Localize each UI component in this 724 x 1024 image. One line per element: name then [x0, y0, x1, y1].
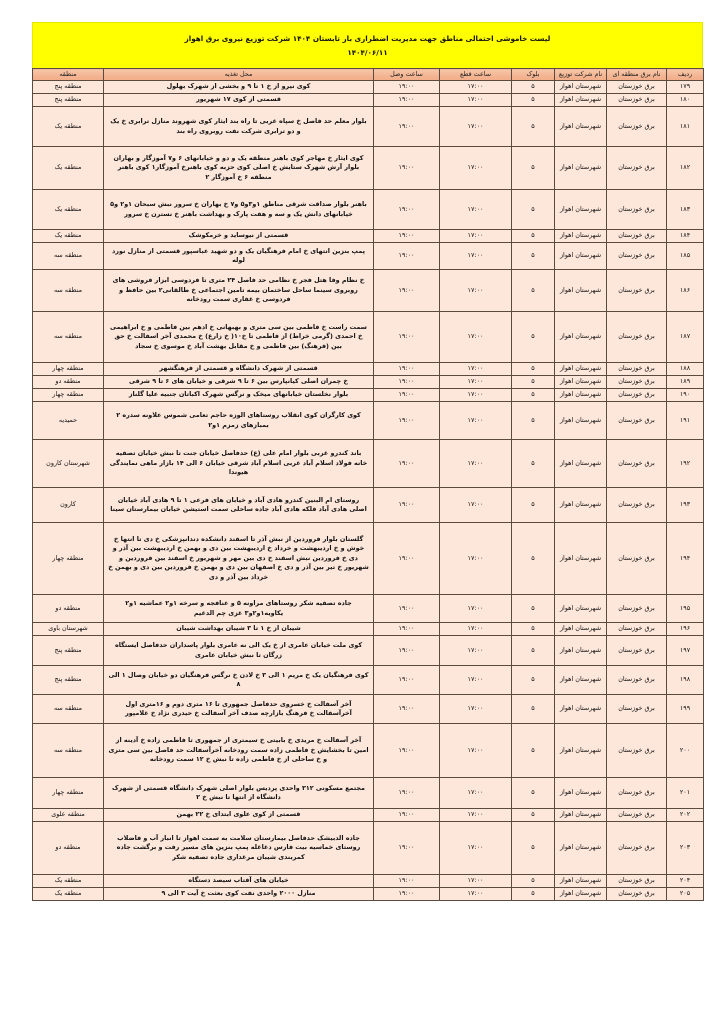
location-cell: شیبان از خ ۱ تا ۳ شیبان بهداشت شیبان — [104, 623, 374, 636]
off-time-cell: ۱۷:۰۰ — [440, 402, 512, 440]
location-cell: مجتمع مسکونی ۳۱۲ واحدی پردیس بلوار اصلی شهرک دانشگاه قسمتی از شهرک دانشگاه از انتها تا نبش خ ۲ — [104, 778, 374, 809]
row-number-cell: ۱۸۴ — [667, 230, 704, 243]
distribution-company-cell: شهرستان اهواز — [555, 636, 607, 666]
block-cell: ۵ — [512, 822, 555, 875]
on-time-cell: ۱۹:۰۰ — [374, 523, 440, 595]
off-time-cell: ۱۷:۰۰ — [440, 81, 512, 94]
location-cell: جاده تصفیه شکر روستاهای مراونه ۵ و عنافجه و سرخه ۱و۲ عماشیه ۱و۲ یکاویه۱و۲و۳ غزی چم الدغیم — [104, 595, 374, 623]
regional-company-cell: برق خوزستان — [607, 312, 667, 363]
distribution-company-cell: شهرستان اهواز — [555, 595, 607, 623]
regional-company-cell: برق خوزستان — [607, 376, 667, 389]
row-number-cell: ۱۸۶ — [667, 270, 704, 312]
regional-company-cell: برق خوزستان — [607, 81, 667, 94]
distribution-company-cell: شهرستان اهواز — [555, 523, 607, 595]
block-cell: ۵ — [512, 81, 555, 94]
on-time-cell: ۱۹:۰۰ — [374, 402, 440, 440]
distribution-company-cell: شهرستان اهواز — [555, 270, 607, 312]
distribution-company-cell: شهرستان اهواز — [555, 94, 607, 107]
location-cell: بلوار معلم حد فاصل خ سپاه غربی تا راه بند ایثار کوی شهروند منازل ترابری خ یک و دو ترابری شرکت نفت روبروی راه بند — [104, 107, 374, 147]
distribution-company-cell: شهرستان اهواز — [555, 402, 607, 440]
location-cell: کوی ملت خیابان عامری از خ یک الی نه عامری بلوار پاسداران حدفاصل ایستگاه زرگان تا نبش خیابان عامری — [104, 636, 374, 666]
row-number-cell: ۱۹۵ — [667, 595, 704, 623]
location-cell: قسمتی از کوی ۱۷ شهریور — [104, 94, 374, 107]
location-cell: خ نظام وفا هتل فجر خ نظامی حد فاصل ۲۴ متری تا فردوسی ابزار فروشی های روبروی سینما ساحل ساختمان بیمه تامین اجتماعی خ طالقانی۲ بین حافظ و فردوسی خ غفاری سمت رودخانه — [104, 270, 374, 312]
block-cell: ۵ — [512, 778, 555, 809]
regional-company-cell: برق خوزستان — [607, 147, 667, 190]
location-cell: قسمتی از نیوساید و خرمکوشک — [104, 230, 374, 243]
row-number-cell: ۱۸۳ — [667, 190, 704, 230]
regional-company-cell: برق خوزستان — [607, 666, 667, 695]
column-header-block: بلوک — [512, 69, 555, 81]
regional-company-cell: برق خوزستان — [607, 623, 667, 636]
column-header-distribution-company: نام شرکت توزیع — [555, 69, 607, 81]
block-cell: ۵ — [512, 636, 555, 666]
regional-company-cell: برق خوزستان — [607, 363, 667, 376]
on-time-cell: ۱۹:۰۰ — [374, 488, 440, 523]
on-time-cell: ۱۹:۰۰ — [374, 147, 440, 190]
distribution-company-cell: شهرستان اهواز — [555, 107, 607, 147]
zone-cell: منطقه چهار — [33, 523, 104, 595]
on-time-cell: ۱۹:۰۰ — [374, 695, 440, 724]
location-cell: گلستان بلوار فروردین از نبش آذر تا اسفند دانشکده دندانپزشکی خ دی تا انتها خ خوش و خ اردیبهشت و خرداد خ اردیبهشت بین دی و بهمن خ اردیبهشت بین آذر و دی خ فروردین نبش اسفند خ دی بین مهر و شهریور خ اسفند بین فروردین و شهریور خ تیر بین آذر و دی خ اصفهان بین دی و بهمن خ فروردین بین دی و بهمن خ خرداد بین آذر و دی — [104, 523, 374, 595]
location-cell: آخر آسفالت خ مریدی خ بابیتی خ سیمتری از جمهوری تا فاطمی زاده خ آدینه از امین تا بخشایش خ فاطمی زاده سمت رودخانه آخرآسفالت حد فاصل بین سی متری و خ ساحلی از خ فاطمی زاده تا نبش خ ۱۲ سمت رودخانه — [104, 724, 374, 778]
location-cell: خ چمران اصلی کیانپارس بین ۶ تا ۹ شرقی و خیابان های ۶ تا ۹ شرقی — [104, 376, 374, 389]
table-row — [33, 440, 704, 488]
row-number-cell: ۱۸۸ — [667, 363, 704, 376]
location-cell: منازل ۲۰۰۰ واحدی نفت کوی بعثت خ آیت ۳ الی ۹ — [104, 888, 374, 901]
regional-company-cell: برق خوزستان — [607, 107, 667, 147]
row-number-cell: ۱۸۹ — [667, 376, 704, 389]
table-row — [33, 523, 704, 595]
on-time-cell: ۱۹:۰۰ — [374, 724, 440, 778]
row-number-cell: ۱۹۸ — [667, 666, 704, 695]
on-time-cell: ۱۹:۰۰ — [374, 270, 440, 312]
regional-company-cell: برق خوزستان — [607, 809, 667, 822]
zone-cell: منطقه چهار — [33, 778, 104, 809]
table-row — [33, 376, 704, 389]
regional-company-cell: برق خوزستان — [607, 270, 667, 312]
column-header-regional-company: نام برق منطقه ای — [607, 69, 667, 81]
row-number-cell: ۲۰۵ — [667, 888, 704, 901]
off-time-cell: ۱۷:۰۰ — [440, 636, 512, 666]
on-time-cell: ۱۹:۰۰ — [374, 809, 440, 822]
distribution-company-cell: شهرستان اهواز — [555, 695, 607, 724]
document-date: ۱۴۰۴/۰۶/۱۱ — [347, 47, 388, 57]
distribution-company-cell: شهرستان اهواز — [555, 389, 607, 402]
zone-cell: منطقه سه — [33, 270, 104, 312]
location-cell: قسمتی از کوی علوی ابتدای خ ۲۲ بهمن — [104, 809, 374, 822]
distribution-company-cell: شهرستان اهواز — [555, 147, 607, 190]
block-cell: ۵ — [512, 147, 555, 190]
distribution-company-cell: شهرستان اهواز — [555, 778, 607, 809]
zone-cell: کارون — [33, 488, 104, 523]
regional-company-cell: برق خوزستان — [607, 888, 667, 901]
row-number-cell: ۱۹۳ — [667, 488, 704, 523]
zone-cell: حمیدیه — [33, 402, 104, 440]
block-cell: ۵ — [512, 666, 555, 695]
distribution-company-cell: شهرستان اهواز — [555, 243, 607, 270]
table-row — [33, 107, 704, 147]
zone-cell: منطقه سه — [33, 312, 104, 363]
block-cell: ۵ — [512, 724, 555, 778]
regional-company-cell: برق خوزستان — [607, 636, 667, 666]
distribution-company-cell: شهرستان اهواز — [555, 724, 607, 778]
block-cell: ۵ — [512, 875, 555, 888]
off-time-cell: ۱۷:۰۰ — [440, 523, 512, 595]
block-cell: ۵ — [512, 809, 555, 822]
off-time-cell: ۱۷:۰۰ — [440, 488, 512, 523]
on-time-cell: ۱۹:۰۰ — [374, 888, 440, 901]
off-time-cell: ۱۷:۰۰ — [440, 822, 512, 875]
regional-company-cell: برق خوزستان — [607, 595, 667, 623]
column-header-row-number: ردیف — [667, 69, 704, 81]
row-number-cell: ۱۹۷ — [667, 636, 704, 666]
table-row — [33, 363, 704, 376]
table-row — [33, 809, 704, 822]
off-time-cell: ۱۷:۰۰ — [440, 595, 512, 623]
on-time-cell: ۱۹:۰۰ — [374, 243, 440, 270]
distribution-company-cell: شهرستان اهواز — [555, 809, 607, 822]
table-row — [33, 147, 704, 190]
off-time-cell: ۱۷:۰۰ — [440, 875, 512, 888]
table-row — [33, 724, 704, 778]
off-time-cell: ۱۷:۰۰ — [440, 147, 512, 190]
row-number-cell: ۱۹۰ — [667, 389, 704, 402]
zone-cell: منطقه دو — [33, 595, 104, 623]
distribution-company-cell: شهرستان اهواز — [555, 312, 607, 363]
row-number-cell: ۲۰۴ — [667, 875, 704, 888]
block-cell: ۵ — [512, 94, 555, 107]
block-cell: ۵ — [512, 312, 555, 363]
block-cell: ۵ — [512, 595, 555, 623]
regional-company-cell: برق خوزستان — [607, 875, 667, 888]
block-cell: ۵ — [512, 389, 555, 402]
off-time-cell: ۱۷:۰۰ — [440, 376, 512, 389]
row-number-cell: ۱۸۱ — [667, 107, 704, 147]
zone-cell: منطقه دو — [33, 822, 104, 875]
zone-cell: منطقه سه — [33, 243, 104, 270]
block-cell: ۵ — [512, 402, 555, 440]
table-row — [33, 230, 704, 243]
block-cell: ۵ — [512, 190, 555, 230]
on-time-cell: ۱۹:۰۰ — [374, 389, 440, 402]
column-header-on-time: ساعت وصل — [374, 69, 440, 81]
location-cell: کوی نیرو از خ ۱ تا ۹ و بخشی از شهرک بهلول — [104, 81, 374, 94]
zone-cell: منطقه دو — [33, 376, 104, 389]
row-number-cell: ۱۸۷ — [667, 312, 704, 363]
location-cell: سمت راست خ فاطمی بین سی متری و بهبهانی خ ادهم بین فاطمی و خ ابراهیمی خ احمدی (گرمی خراط) از فاطمی تا خ۱۰( خ زارع) خ محمدی آخر اسفالت خ حق بین (فرهنگ) بین فاطمی و خ مقابل بهشت آباد خ موسوی خ سجاد — [104, 312, 374, 363]
block-cell: ۵ — [512, 363, 555, 376]
table-row — [33, 270, 704, 312]
distribution-company-cell: شهرستان اهواز — [555, 822, 607, 875]
regional-company-cell: برق خوزستان — [607, 402, 667, 440]
zone-cell: منطقه پنج — [33, 666, 104, 695]
regional-company-cell: برق خوزستان — [607, 523, 667, 595]
distribution-company-cell: شهرستان اهواز — [555, 666, 607, 695]
regional-company-cell: برق خوزستان — [607, 695, 667, 724]
off-time-cell: ۱۷:۰۰ — [440, 666, 512, 695]
location-cell: کوی فرهنگیان یک خ مریم ۱ الی ۳ خ لادن خ نرگس فرهنگیان دو خیابان وصال ۱ الی ۸ — [104, 666, 374, 695]
document-title: لیست خاموشی احتمالی مناطق جهت مدیریت اضطراری بار تابستان ۱۴۰۴ شرکت توزیع نیروی برق اهواز — [184, 33, 551, 43]
on-time-cell: ۱۹:۰۰ — [374, 94, 440, 107]
off-time-cell: ۱۷:۰۰ — [440, 888, 512, 901]
location-cell: قسمتی از شهرک دانشگاه و قسمتی از فرهنگشهر — [104, 363, 374, 376]
table-row — [33, 312, 704, 363]
block-cell: ۵ — [512, 107, 555, 147]
on-time-cell: ۱۹:۰۰ — [374, 778, 440, 809]
table-row — [33, 623, 704, 636]
row-number-cell: ۱۹۴ — [667, 523, 704, 595]
table-row — [33, 875, 704, 888]
off-time-cell: ۱۷:۰۰ — [440, 440, 512, 488]
row-number-cell: ۱۹۶ — [667, 623, 704, 636]
regional-company-cell: برق خوزستان — [607, 230, 667, 243]
regional-company-cell: برق خوزستان — [607, 724, 667, 778]
row-number-cell: ۱۸۰ — [667, 94, 704, 107]
off-time-cell: ۱۷:۰۰ — [440, 623, 512, 636]
zone-cell: منطقه پنج — [33, 81, 104, 94]
zone-cell: منطقه یک — [33, 107, 104, 147]
off-time-cell: ۱۷:۰۰ — [440, 312, 512, 363]
row-number-cell: ۱۸۲ — [667, 147, 704, 190]
table-row — [33, 636, 704, 666]
off-time-cell: ۱۷:۰۰ — [440, 230, 512, 243]
table-row — [33, 822, 704, 875]
location-cell: کوی ایثار خ مهاجر کوی باهنر منطقه یک و دو و خیابانهای ۶ و۷ آموزگار و بهاران بلوار آرش شهرک ستایش خ اصلی کوی حزبه کوی باهنرخ آموزگار۱ کوی باهنر منطقه ۶ خ آموزگار ۲ — [104, 147, 374, 190]
location-cell: آخر آسفالت خ خسروی حدفاصل جمهوری تا ۱۶ متری دوم و ۱۶متری اول آخرآسفالت خ فرهنگ بازارچه صدف آخر آسفالت خ حیدری نژاد خ غلامپور — [104, 695, 374, 724]
zone-cell: منطقه علوی — [33, 809, 104, 822]
on-time-cell: ۱۹:۰۰ — [374, 363, 440, 376]
block-cell: ۵ — [512, 243, 555, 270]
table-row — [33, 488, 704, 523]
table-row — [33, 243, 704, 270]
location-cell: بلوار نخلستان خیابانهای میخک و نرگس شهرک اکباتان جنبیه علیا گلناز — [104, 389, 374, 402]
zone-cell: منطقه یک — [33, 147, 104, 190]
table-row — [33, 94, 704, 107]
on-time-cell: ۱۹:۰۰ — [374, 230, 440, 243]
outage-table — [32, 68, 704, 901]
block-cell: ۵ — [512, 623, 555, 636]
block-cell: ۵ — [512, 695, 555, 724]
off-time-cell: ۱۷:۰۰ — [440, 695, 512, 724]
row-number-cell: ۱۹۱ — [667, 402, 704, 440]
table-row — [33, 888, 704, 901]
distribution-company-cell: شهرستان اهواز — [555, 376, 607, 389]
off-time-cell: ۱۷:۰۰ — [440, 94, 512, 107]
zone-cell: منطقه یک — [33, 888, 104, 901]
row-number-cell: ۱۸۵ — [667, 243, 704, 270]
zone-cell: منطقه چهار — [33, 389, 104, 402]
location-cell: روستای ام البنین کندرو هادی آباد و خیابان های فرعی ۱ تا ۹ هادی آباد خیابان اصلی هادی آباد فلکه هادی آباد جاده ساحلی سمت استیشن خیابان بیمارستان سینا — [104, 488, 374, 523]
table-header-row — [33, 69, 704, 81]
regional-company-cell: برق خوزستان — [607, 488, 667, 523]
block-cell: ۵ — [512, 440, 555, 488]
on-time-cell: ۱۹:۰۰ — [374, 595, 440, 623]
table-row — [33, 389, 704, 402]
location-cell: پمپ بنزین انتهای خ امام فرهنگیان یک و دو شهید عباسپور قسمتی از منازل نورد لوله — [104, 243, 374, 270]
on-time-cell: ۱۹:۰۰ — [374, 440, 440, 488]
row-number-cell: ۱۹۲ — [667, 440, 704, 488]
block-cell: ۵ — [512, 888, 555, 901]
title-banner — [32, 22, 703, 68]
regional-company-cell: برق خوزستان — [607, 389, 667, 402]
zone-cell: منطقه پنج — [33, 94, 104, 107]
on-time-cell: ۱۹:۰۰ — [374, 666, 440, 695]
zone-cell: شهرستان باوی — [33, 623, 104, 636]
table-row — [33, 778, 704, 809]
distribution-company-cell: شهرستان اهواز — [555, 81, 607, 94]
zone-cell: منطقه سه — [33, 695, 104, 724]
zone-cell: شهرستان کارون — [33, 440, 104, 488]
block-cell: ۵ — [512, 523, 555, 595]
outage-schedule-sheet — [32, 22, 703, 901]
block-cell: ۵ — [512, 376, 555, 389]
regional-company-cell: برق خوزستان — [607, 440, 667, 488]
distribution-company-cell: شهرستان اهواز — [555, 440, 607, 488]
on-time-cell: ۱۹:۰۰ — [374, 822, 440, 875]
row-number-cell: ۱۹۹ — [667, 695, 704, 724]
off-time-cell: ۱۷:۰۰ — [440, 809, 512, 822]
row-number-cell: ۲۰۰ — [667, 724, 704, 778]
distribution-company-cell: شهرستان اهواز — [555, 230, 607, 243]
location-cell: جاده الدبیشک حدفاصل بیمارستان سلامت به سمت اهواز تا انبار آب و فاضلاب روستای خماسیه بیت فارس دغاغله پمپ بنزین های مسیر رفت و برگشت جاده کمربندی شیبان مرغداری جاده تصفیه شکر — [104, 822, 374, 875]
off-time-cell: ۱۷:۰۰ — [440, 389, 512, 402]
off-time-cell: ۱۷:۰۰ — [440, 778, 512, 809]
distribution-company-cell: شهرستان اهواز — [555, 623, 607, 636]
block-cell: ۵ — [512, 270, 555, 312]
table-row — [33, 402, 704, 440]
row-number-cell: ۲۰۱ — [667, 778, 704, 809]
regional-company-cell: برق خوزستان — [607, 243, 667, 270]
on-time-cell: ۱۹:۰۰ — [374, 81, 440, 94]
regional-company-cell: برق خوزستان — [607, 94, 667, 107]
table-row — [33, 666, 704, 695]
off-time-cell: ۱۷:۰۰ — [440, 724, 512, 778]
off-time-cell: ۱۷:۰۰ — [440, 190, 512, 230]
zone-cell: منطقه پنج — [33, 636, 104, 666]
block-cell: ۵ — [512, 488, 555, 523]
distribution-company-cell: شهرستان اهواز — [555, 363, 607, 376]
distribution-company-cell: شهرستان اهواز — [555, 190, 607, 230]
row-number-cell: ۲۰۲ — [667, 809, 704, 822]
on-time-cell: ۱۹:۰۰ — [374, 190, 440, 230]
on-time-cell: ۱۹:۰۰ — [374, 623, 440, 636]
column-header-zone: منطقه — [33, 69, 104, 81]
table-row — [33, 190, 704, 230]
distribution-company-cell: شهرستان اهواز — [555, 875, 607, 888]
location-cell: باند کندرو غربی بلوار امام علی (ع) حدفاصل خیابان جنت تا نبش خیابان تصفیه خانه فولاد اسلام آباد غربی اسلام آباد شرقی خیابان ۶ الی ۱۴ بازار ماهی نمایندگی هیوندا — [104, 440, 374, 488]
block-cell: ۵ — [512, 230, 555, 243]
distribution-company-cell: شهرستان اهواز — [555, 888, 607, 901]
column-header-location: محل تغذیه — [104, 69, 374, 81]
row-number-cell: ۲۰۳ — [667, 822, 704, 875]
location-cell: خیابان های آفتاب سیصد دستگاه — [104, 875, 374, 888]
table-row — [33, 595, 704, 623]
table-row — [33, 81, 704, 94]
row-number-cell: ۱۷۹ — [667, 81, 704, 94]
zone-cell: منطقه چهار — [33, 363, 104, 376]
regional-company-cell: برق خوزستان — [607, 822, 667, 875]
location-cell: باهنر بلوار صداقت شرقی مناطق ۱و۳و۵ و۷ خ بهاران خ سرور نبش سبحان ۱و۲ و۵ خیابانهای دانش یک و سه و هفت پارک و بهداشت باهنر خ نسترن خ سرور — [104, 190, 374, 230]
zone-cell: منطقه سه — [33, 724, 104, 778]
regional-company-cell: برق خوزستان — [607, 778, 667, 809]
regional-company-cell: برق خوزستان — [607, 190, 667, 230]
on-time-cell: ۱۹:۰۰ — [374, 312, 440, 363]
off-time-cell: ۱۷:۰۰ — [440, 270, 512, 312]
off-time-cell: ۱۷:۰۰ — [440, 243, 512, 270]
zone-cell: منطقه یک — [33, 875, 104, 888]
on-time-cell: ۱۹:۰۰ — [374, 107, 440, 147]
on-time-cell: ۱۹:۰۰ — [374, 636, 440, 666]
zone-cell: منطقه یک — [33, 230, 104, 243]
column-header-off-time: ساعت قطع — [440, 69, 512, 81]
distribution-company-cell: شهرستان اهواز — [555, 488, 607, 523]
off-time-cell: ۱۷:۰۰ — [440, 107, 512, 147]
table-body — [33, 81, 704, 901]
table-row — [33, 695, 704, 724]
on-time-cell: ۱۹:۰۰ — [374, 376, 440, 389]
on-time-cell: ۱۹:۰۰ — [374, 875, 440, 888]
off-time-cell: ۱۷:۰۰ — [440, 363, 512, 376]
zone-cell: منطقه یک — [33, 190, 104, 230]
location-cell: کوی کارگران کوی انقلاب روستاهای الوزه حاجم تعامی شموس علاونه سدره ۲ بمبازهای زمزم ۱و۲ — [104, 402, 374, 440]
